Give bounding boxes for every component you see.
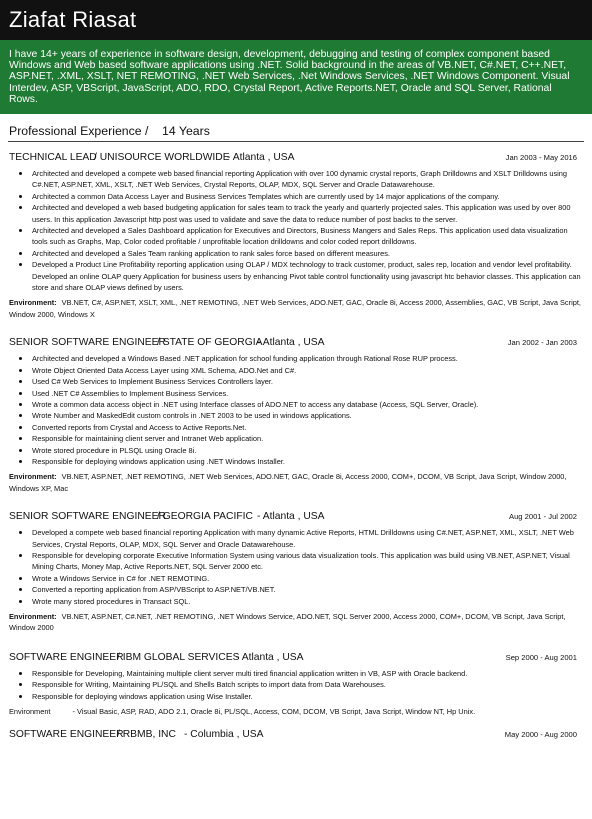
list-item: Responsible for Developing, Maintaining multiple client server multi tired financial application written in VB, ASP with Oracle backend. (31, 668, 583, 679)
job-entry (9, 337, 583, 494)
environment-value: VB.NET, C#, ASP.NET, XSLT, XML, .NET REMOTING, .NET Web Services, ADO.NET, GAC, Oracle 8i, Access 2000, Assemblies, GAC, VB Script, Java Script, Window 2000, Windows X (9, 298, 581, 319)
list-item: Converted reports from Crystal and Access to Active Reports.Net. (31, 422, 583, 433)
list-item: Architected a common Data Access Layer and Business Services Templates which are currently used by 14 major applications of the company. (31, 191, 583, 202)
list-item: Used C# Web Services to Implement Business Services Controllers layer. (31, 376, 583, 387)
environment-label: Environment: (9, 612, 57, 621)
job-entry (9, 152, 583, 320)
experience-label: Professional Experience / (9, 124, 149, 138)
environment-value: VB.NET, ASP.NET, C#.NET, .NET REMOTING, .NET Windows Service, ADO.NET, SQL Server 2000, Access 2000, COM+, DCOM, VB Script, Java Script, Window 2000 (9, 612, 566, 633)
job-title: SENIOR SOFTWARE ENGINEER (9, 337, 166, 349)
job-header (9, 337, 583, 353)
job-environment (9, 706, 583, 717)
job-bullets (9, 353, 583, 467)
job-bullets (9, 668, 583, 702)
candidate-name: Ziafat Riasat (9, 7, 137, 32)
job-header (9, 511, 583, 527)
job-employer: / IBM GLOBAL SERVICES (117, 651, 240, 663)
experience-years: 14 Years (162, 124, 210, 138)
list-item: Architected and developed a compete web based financial reporting Application with over 100 dynamic crystal reports, Graph Drilldowns and XSLT Drilldowns using C#.NET, ASP.NET, XML, XSLT, .NET Web Services, Crystal Reports, OLAP, MDX, SQL Server and Oracle Datawarehouse. (31, 168, 583, 191)
job-location: - Atlanta , USA (227, 152, 295, 163)
list-item: Responsible for deploying windows application using .NET Windows Installer. (31, 456, 583, 467)
job-environment (9, 471, 583, 494)
environment-value: VB.NET, ASP.NET, .NET REMOTING, .NET Web Services, ADO.NET, GAC, Oracle 8i, Access 2000, COM+, DCOM, VB Script, Java Script, Window 2000, Windows XP, Mac (9, 472, 567, 493)
summary-block: I have 14+ years of experience in software design, development, debugging and testing of complex component based Windows and Web based software applications using .NET. Solid background in the areas of VB.NET, C#.NET, C++.NET, ASP.NET, .XML, XSLT, NET REMOTING, .NET Web Services, .Net Windows Services, .NET Windows Component. Visual Interdev, ASP, VBScript, JavaScript, ADO, RDO, Crystal Report, Active Reports.NET, Oracle and SQL Server, Rational Rows. (0, 40, 592, 114)
list-item: Converted a reporting application from ASP/VBScript to ASP.NET/VB.NET. (31, 584, 583, 595)
list-item: Architected and developed a Windows Based .NET application for school funding application through Rational Rose RUP process. (31, 353, 583, 364)
job-employer: / UNISOURCE WORLDWIDE (94, 152, 230, 163)
list-item: Wrote stored procedure in PLSQL using Oracle 8i. (31, 445, 583, 456)
list-item: Responsible for Writing, Maintaining PL/SQL and Shells Batch scripts to import data from Data Warehouses. (31, 679, 583, 690)
list-item: Wrote many stored procedures in Transact SQL. (31, 596, 583, 607)
list-item: Developed a Product Line Profitability reporting application using OLAP / MDX technology to track customer, product, sales rep, location and vendor level profitability. Developed an online OLAP query Application for business users by enhancing Pivot table control functionality using javascript htc behavior classes. This application can store and share OLAP views defined by users. (31, 259, 583, 293)
list-item: Used .NET C# Assemblies to Implement Business Services. (31, 388, 583, 399)
job-employer: / GEORGIA PACIFIC (157, 511, 253, 523)
experience-section-title (8, 124, 584, 142)
job-location: - Atlanta , USA (257, 337, 325, 349)
job-environment (9, 611, 583, 634)
list-item: Responsible for maintaining client server and Intranet Web application. (31, 433, 583, 444)
job-dates: Aug 2001 - Jul 2002 (509, 512, 577, 522)
environment-label: Environment (9, 707, 51, 717)
list-item: Responsible for developing corporate Executive Information System using various data visualization tools. This application was build using VB.NET, ASP.NET, Visual Mining Charts, Money Map, Active Reports.NET, SQL Server 2000 etc. (31, 550, 583, 573)
job-entry (9, 511, 583, 634)
job-entry (9, 729, 583, 745)
list-item: Wrote Number and MaskedEdit custom controls in .NET 2003 to be used in windows applications. (31, 410, 583, 421)
job-environment (9, 297, 583, 320)
job-title: SOFTWARE ENGINEER (9, 729, 124, 741)
job-dates: Jan 2002 - Jan 2003 (507, 338, 577, 348)
job-location: - Columbia , USA (184, 729, 264, 741)
job-employer: / RBMB, INC (117, 729, 176, 741)
job-header (9, 152, 583, 168)
job-employer: / STATE OF GEORGIA (157, 337, 263, 349)
job-bullets (9, 527, 583, 607)
resume-header (0, 0, 592, 40)
list-item: Wrote a common data access object in .NET using Interface classes of ADO.NET to access any database (Access, SQL Server, Oracle). (31, 399, 583, 410)
job-title: SOFTWARE ENGINEER (9, 651, 124, 663)
job-title: TECHNICAL LEAD (9, 152, 97, 163)
job-location: - Atlanta , USA (236, 651, 304, 663)
list-item: Architected and developed a Sales Dashboard application for Executives and Directors, Business Mangers and Sales Reps. This application used data visualization tools such as Graphs, Map, Color coded profitable / unprofitable location drilldowns and color coded report drilldowns. (31, 225, 583, 248)
job-header (9, 729, 583, 745)
job-entry (9, 652, 583, 718)
environment-label: Environment: (9, 472, 57, 482)
job-title: SENIOR SOFTWARE ENGINEER (9, 511, 166, 523)
list-item: Architected and developed a Sales Team ranking application to rank sales force based on different measures. (31, 248, 583, 259)
job-dates: May 2000 - Aug 2000 (504, 730, 577, 740)
list-item: Architected and developed a web based budgeting application for sales team to track the yearly and quarterly projected sales. This application was used by over 800 users. In this application Javascript http post was used to validate and save the data to reduce number of post backs to the server. (31, 202, 583, 225)
list-item: Responsible for deploying windows application using Wise Installer. (31, 691, 583, 702)
list-item: Wrote Object Oriented Data Access Layer using XML Schema, ADO.Net and C#. (31, 365, 583, 376)
environment-label: Environment: (9, 298, 57, 308)
job-header (9, 652, 583, 668)
job-dates: Jan 2003 - May 2016 (505, 153, 577, 162)
environment-value: - Visual Basic, ASP, RAD, ADO 2.1, Oracle 8i, PL/SQL, Access, COM, DCOM, VB Script, Java Script, Window NT, Hp Unix. (72, 707, 476, 717)
job-bullets (9, 168, 583, 293)
job-dates: Sep 2000 - Aug 2001 (505, 652, 577, 662)
list-item: Wrote a Windows Service in C# for .NET REMOTING. (31, 573, 583, 584)
job-location: - Atlanta , USA (257, 511, 325, 523)
list-item: Developed a compete web based financial reporting Application with many dynamic Active Reports, HTML Drilldowns using C#.NET, ASP.NET, XML, XSLT, .NET Web Services, Crystal Reports, OLAP, MDX, SQL Server and Oracle Datawarehouse. (31, 527, 583, 550)
